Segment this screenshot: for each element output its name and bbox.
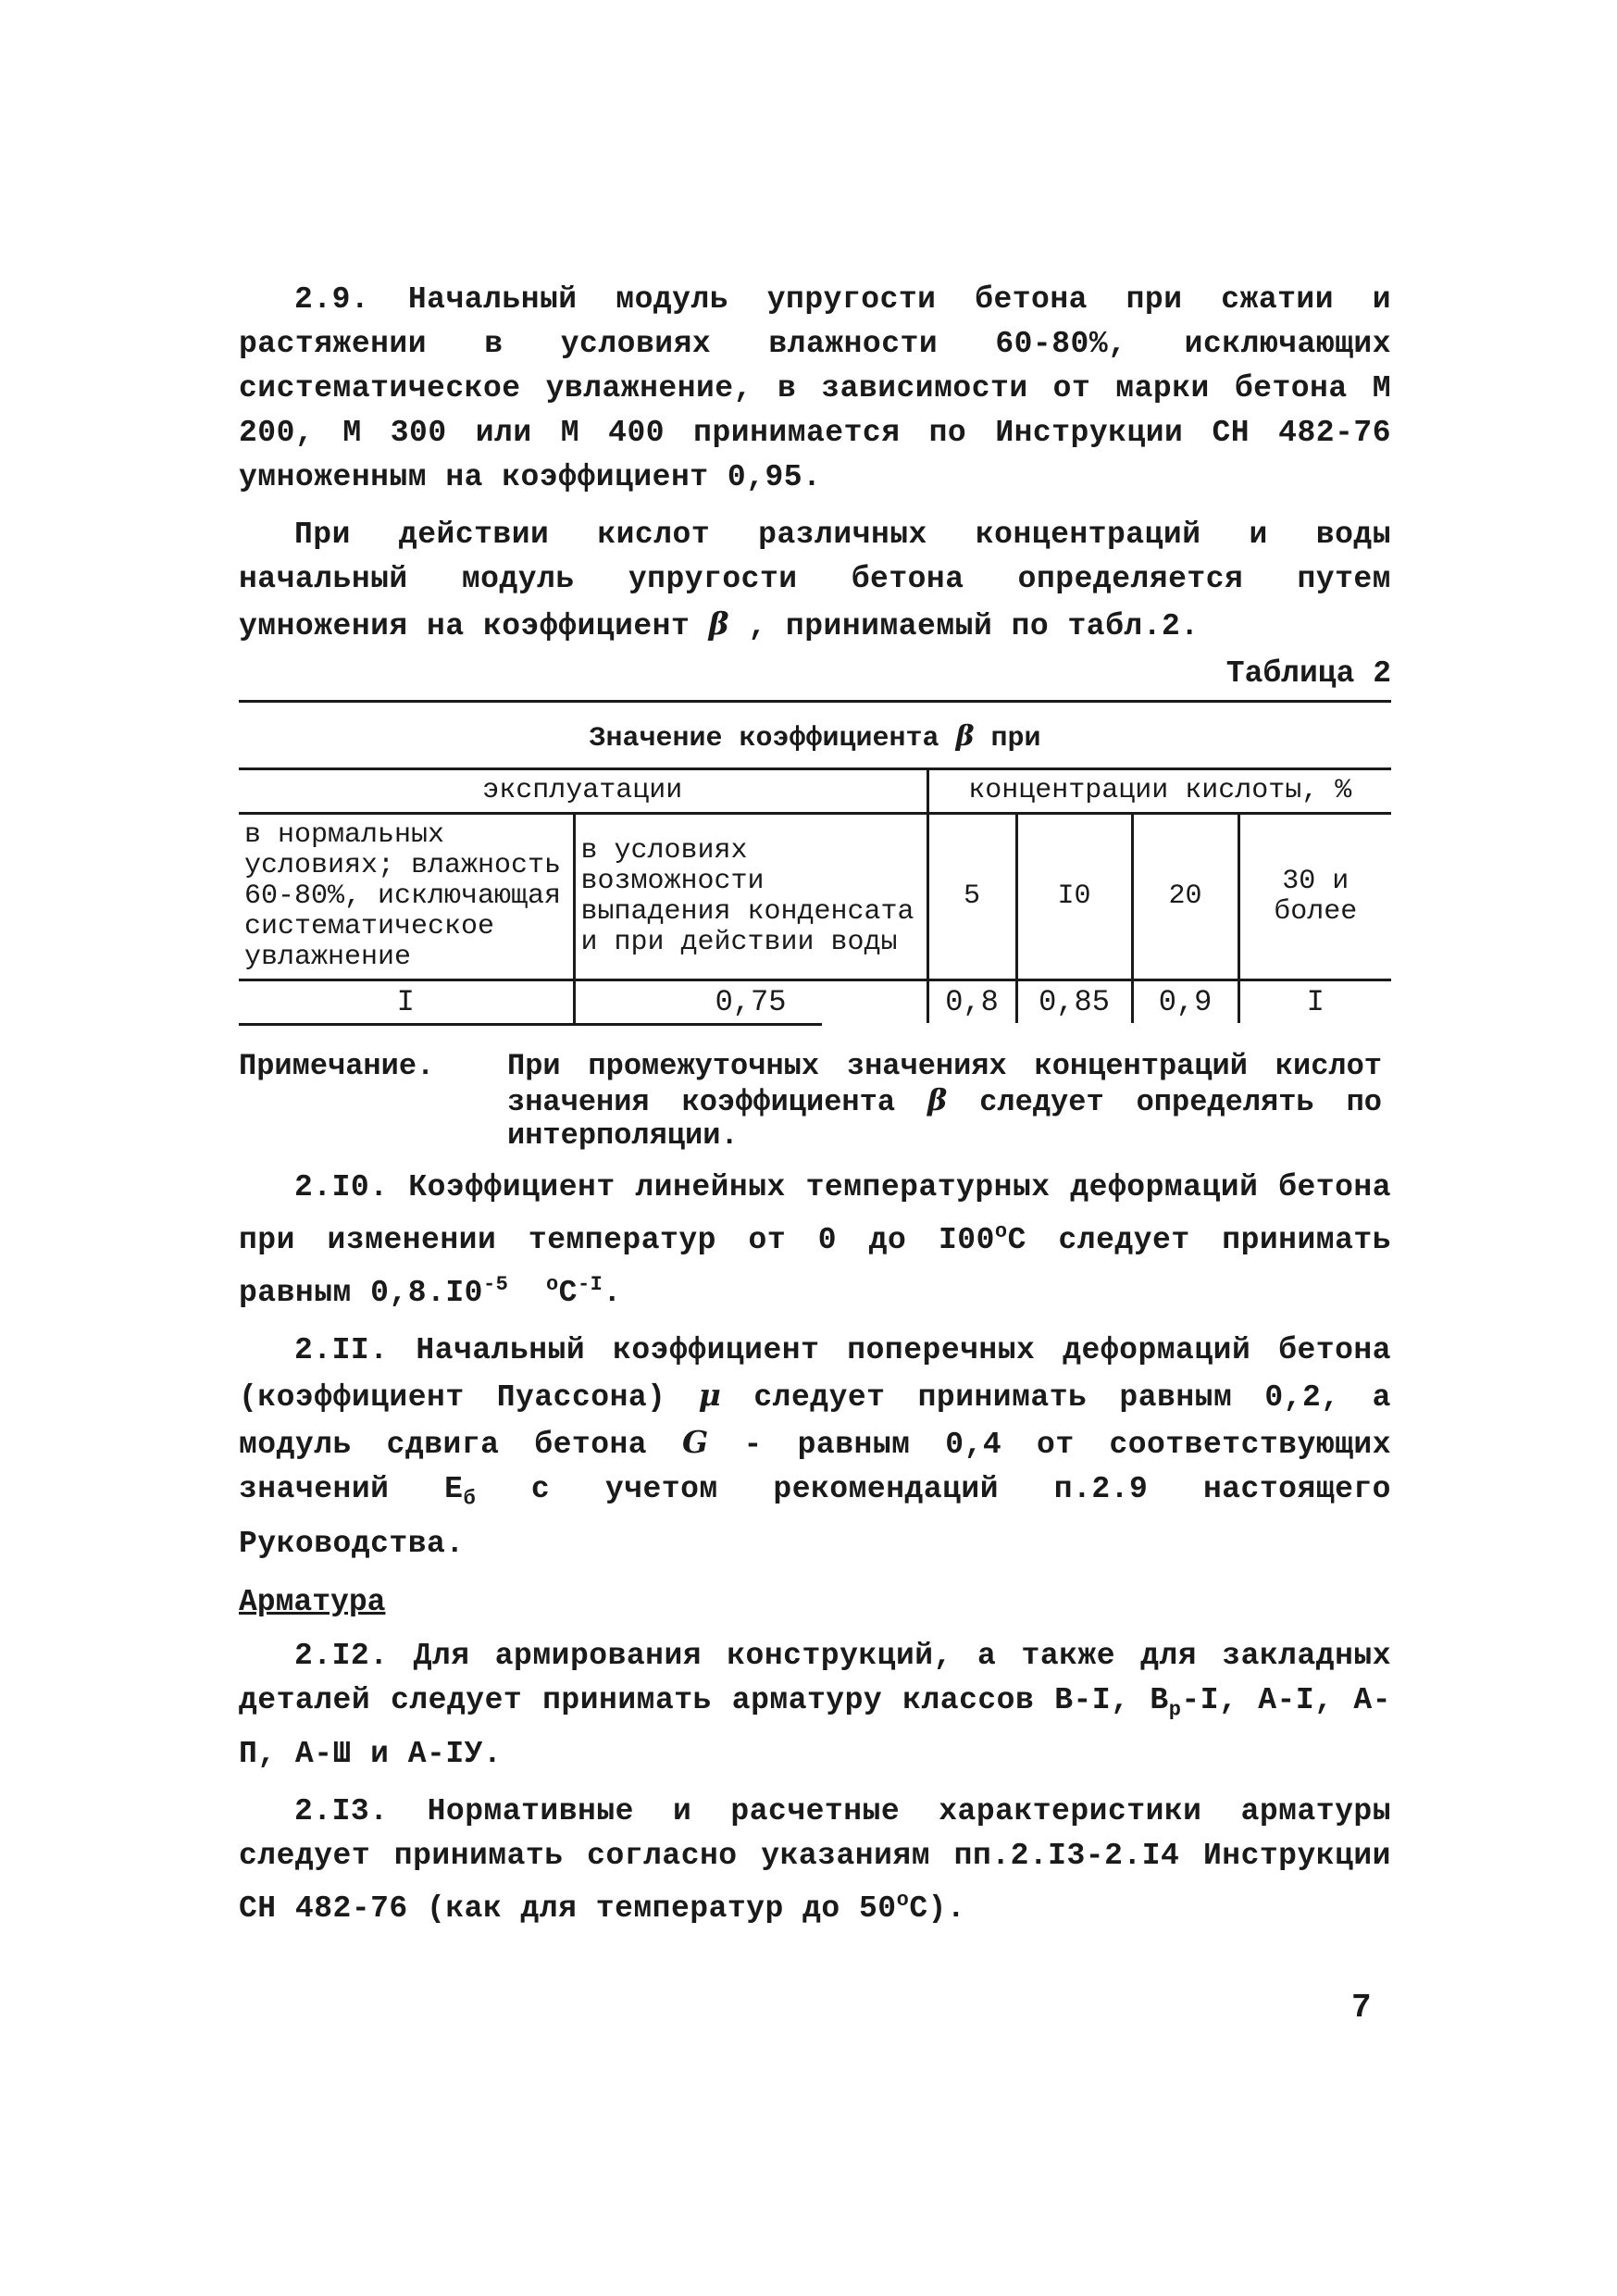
table-row: [239, 980, 1391, 1024]
value-conc-30: I: [1238, 980, 1391, 1024]
header-conc-5: 5: [927, 814, 1016, 980]
page-number: 7: [1351, 1989, 1372, 2027]
col-group-operation: эксплуатации: [482, 775, 683, 806]
header-conc-30: 30 и более: [1238, 814, 1391, 980]
paragraph-2-11: 2.II. Начальный коэффициент поперечных деформаций бетона (коэффициент Пуассона) μ следует принимать равным 0,2, а модуль сдвига бетона G - равным 0,4 от соответствующих значений $E_б$ с учетом рекомендаций п.2.9 настоящего Руководства.: [239, 1333, 1392, 1561]
value-conc-10: 0,85: [1016, 980, 1132, 1024]
paragraph-acids: При действии кислот различных концентраций и воды начальный модуль упругости бетона определяется путем умножения на коэффициент β , принимаемый по табл.2.: [239, 518, 1391, 643]
paragraph-2-9: 2.9. Начальный модуль упругости бетона при сжатии и растяжении в условиях влажности 60-80%, исключающих систематическое увлажнение, в зависимости от марки бетона М 200, М 300 или М 400 принимается по Инструкции СН 482-76 умноженным на коэффициент 0,95.: [239, 282, 1391, 494]
value-conc-20: 0,9: [1132, 980, 1238, 1024]
header-normal-conditions: в нормальных условиях; влажность 60-80%, исключающая систематическое увлажнение: [244, 819, 562, 973]
beta-symbol: β: [708, 605, 730, 642]
value-condensate: 0,75: [574, 980, 927, 1024]
beta-symbol: β: [955, 720, 975, 753]
note-label: Примечание.: [239, 1049, 435, 1083]
table-bottom-rule: [239, 1023, 822, 1026]
table-caption: Таблица 2: [1225, 656, 1391, 691]
mu-symbol: μ: [698, 1377, 722, 1413]
value-normal: I: [396, 985, 415, 1019]
paragraph-2-10: 2.I0. Коэффициент линейных температурных деформаций бетона при изменении температур от 0 до $I00^оС$ следует принимать равным $0,8.I0^{-5}$ $^оС^{-I}$.: [239, 1170, 1391, 1310]
table-note: [239, 1050, 1391, 1153]
header-conc-20: 20: [1132, 814, 1238, 980]
header-conc-10: I0: [1016, 814, 1132, 980]
coefficient-table: [239, 703, 1391, 1023]
section-heading-armatura: Арматура: [239, 1584, 386, 1619]
paragraph-2-13: 2.I3. Нормативные и расчетные характеристики арматуры следует принимать согласно указаниям пп.2.I3-2.I4 Инструкции СН 482-76 (как для температур до $50^оС$).: [239, 1794, 1391, 1927]
paragraph-2-12: 2.I2. Для армирования конструкций, а также для закладных деталей следует принимать арматуру классов В-I, $В_р-I$, А-I, А-П, А-Ш и А-IУ.: [239, 1638, 1391, 1772]
note-text: При промежуточных значениях концентраций кислот значения коэффициента β следует определять по интерполяции.: [507, 1049, 1383, 1153]
g-symbol: G: [681, 1424, 709, 1460]
value-conc-5: 0,8: [927, 980, 1016, 1024]
table-title: Значение коэффициента β при: [589, 720, 1041, 755]
col-group-concentration: концентрации кислоты, %: [927, 769, 1391, 814]
header-condensate-conditions: в условиях возможности выпадения конденсата и при действии воды: [574, 814, 927, 980]
beta-symbol: β: [927, 1082, 948, 1117]
page-content: [239, 278, 1391, 1931]
